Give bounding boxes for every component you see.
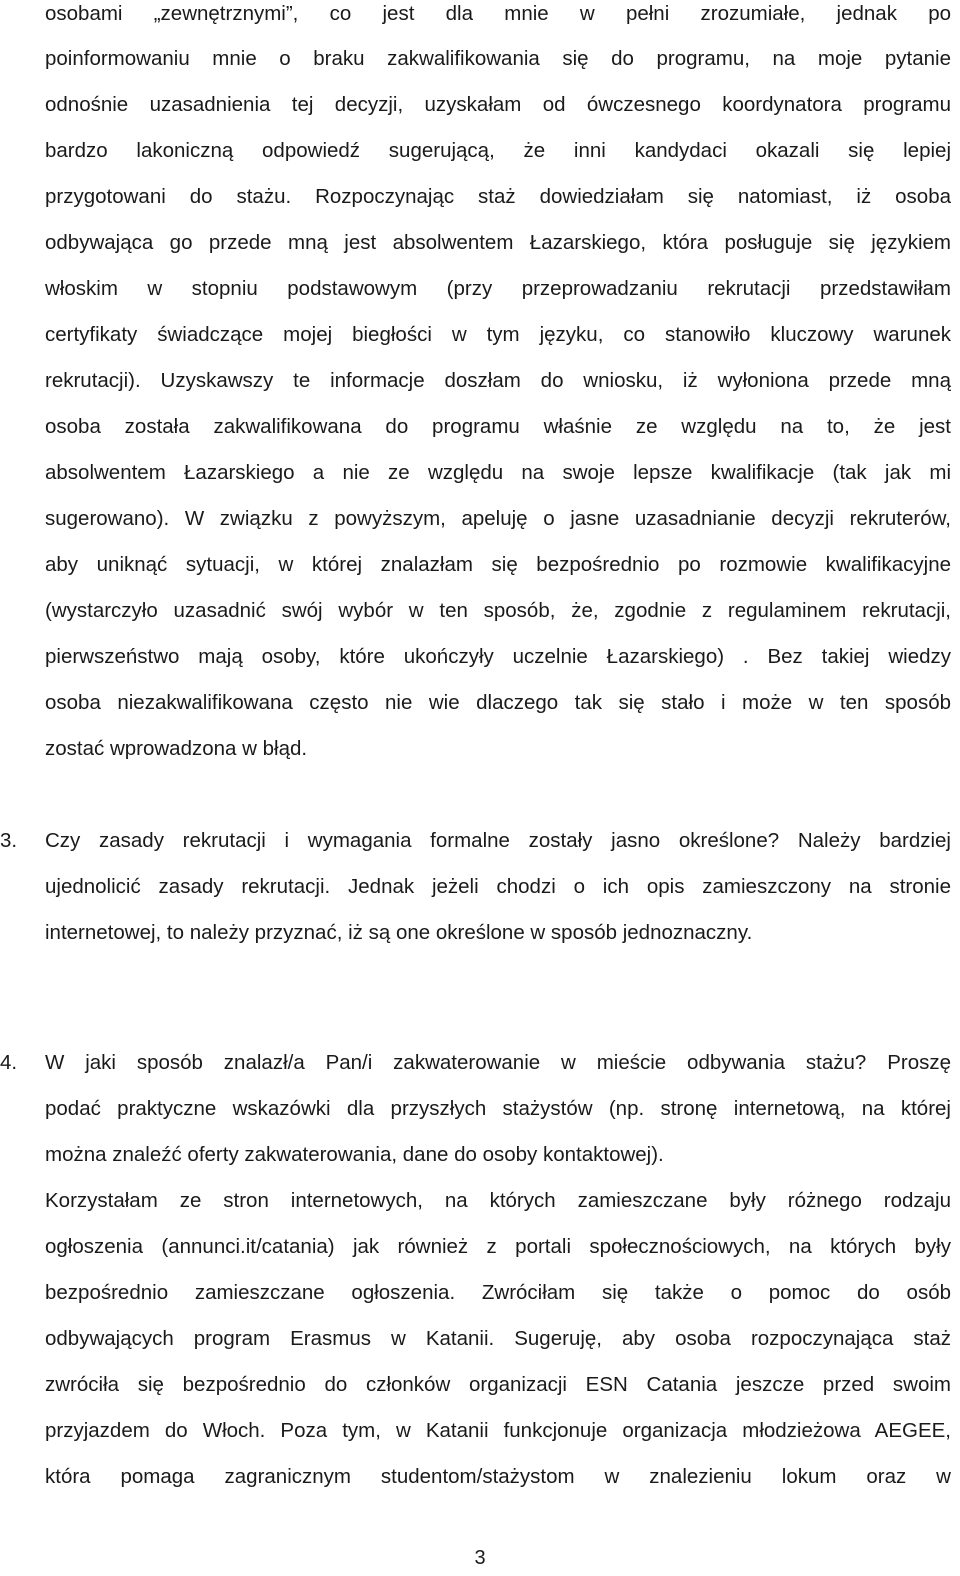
text-line: rekrutacji). Uzyskawszy te informacje doszłam do wniosku, iż wyłoniona przede mną <box>45 369 951 392</box>
answer-text-line: zwróciła się bezpośrednio do członków organizacji ESN Catania jeszcze przed swoim <box>45 1373 951 1396</box>
text-line: (wystarczyło uzasadnić swój wybór w ten sposób, że, zgodnie z regulaminem rekrutacji, <box>45 599 951 622</box>
answer-text-line: bezpośrednio zamieszczane ogłoszenia. Zwróciłam się także o pomoc do osób <box>45 1281 951 1304</box>
answer-text-line: która pomaga zagranicznym studentom/stażystom w znalezieniu lokum oraz w <box>45 1465 951 1488</box>
text-line: zostać wprowadzona w błąd. <box>45 737 308 760</box>
text-line: pierwszeństwo mają osoby, które ukończyły uczelnie Łazarskiego) . Bez takiej wiedzy <box>45 645 951 668</box>
answer-text-line: odbywających program Erasmus w Katanii. Sugeruję, aby osoba rozpoczynająca staż <box>45 1327 951 1350</box>
question-text-line: można znaleźć oferty zakwaterowania, dane do osoby kontaktowej). <box>45 1143 664 1166</box>
answer-text-line: przyjazdem do Włoch. Poza tym, w Katanii funkcjonuje organizacja młodzieżowa AEGEE, <box>45 1419 951 1442</box>
text-line: włoskim w stopniu podstawowym (przy przeprowadzaniu rekrutacji przedstawiłam <box>45 277 951 300</box>
answer-text-line: ujednolicić zasady rekrutacji. Jednak jeżeli chodzi o ich opis zamieszczony na stronie <box>45 875 951 898</box>
text-line: absolwentem Łazarskiego a nie ze względu na swoje lepsze kwalifikacje (tak jak mi <box>45 461 951 484</box>
question-text-line: Czy zasady rekrutacji i wymagania formalne zostały jasno określone? Należy bardziej <box>45 829 951 852</box>
page-number: 3 <box>474 1547 486 1569</box>
question-number: 3. <box>0 829 18 852</box>
question-number: 4. <box>0 1051 18 1074</box>
text-line: bardzo lakoniczną odpowiedź sugerującą, że inni kandydaci okazali się lepiej <box>45 139 951 162</box>
text-line: sugerowano). W związku z powyższym, apeluję o jasne uzasadnianie decyzji rekruterów, <box>45 507 951 530</box>
question-text-line: podać praktyczne wskazówki dla przyszłych stażystów (np. stronę internetową, na której <box>45 1097 951 1120</box>
text-line: osoba została zakwalifikowana do programu właśnie ze względu na to, że jest <box>45 415 951 438</box>
text-line: osobami „zewnętrznymi”, co jest dla mnie w pełni zrozumiałe, jednak po <box>45 2 951 25</box>
text-line: certyfikaty świadczące mojej biegłości w tym języku, co stanowiło kluczowy warunek <box>45 323 951 346</box>
text-line: odnośnie uzasadnienia tej decyzji, uzyskałam od ówczesnego koordynatora programu <box>45 93 951 116</box>
text-line: osoba niezakwalifikowana często nie wie dlaczego tak się stało i może w ten sposób <box>45 691 951 714</box>
answer-text-line: internetowej, to należy przyznać, iż są one określone w sposób jednoznaczny. <box>45 921 753 944</box>
text-line: odbywająca go przede mną jest absolwentem Łazarskiego, która posługuje się językiem <box>45 231 951 254</box>
question-text-line: W jaki sposób znalazł/a Pan/i zakwaterowanie w mieście odbywania stażu? Proszę <box>45 1051 951 1074</box>
answer-text-line: ogłoszenia (annunci.it/catania) jak również z portali społecznościowych, na których były <box>45 1235 951 1258</box>
text-line: przygotowani do stażu. Rozpoczynając staż dowiedziałam się natomiast, iż osoba <box>45 185 951 208</box>
text-line: poinformowaniu mnie o braku zakwalifikowania się do programu, na moje pytanie <box>45 47 951 70</box>
text-line: aby uniknąć sytuacji, w której znalazłam się bezpośrednio po rozmowie kwalifikacyjne <box>45 553 951 576</box>
answer-text-line: Korzystałam ze stron internetowych, na których zamieszczane były różnego rodzaju <box>45 1189 951 1212</box>
